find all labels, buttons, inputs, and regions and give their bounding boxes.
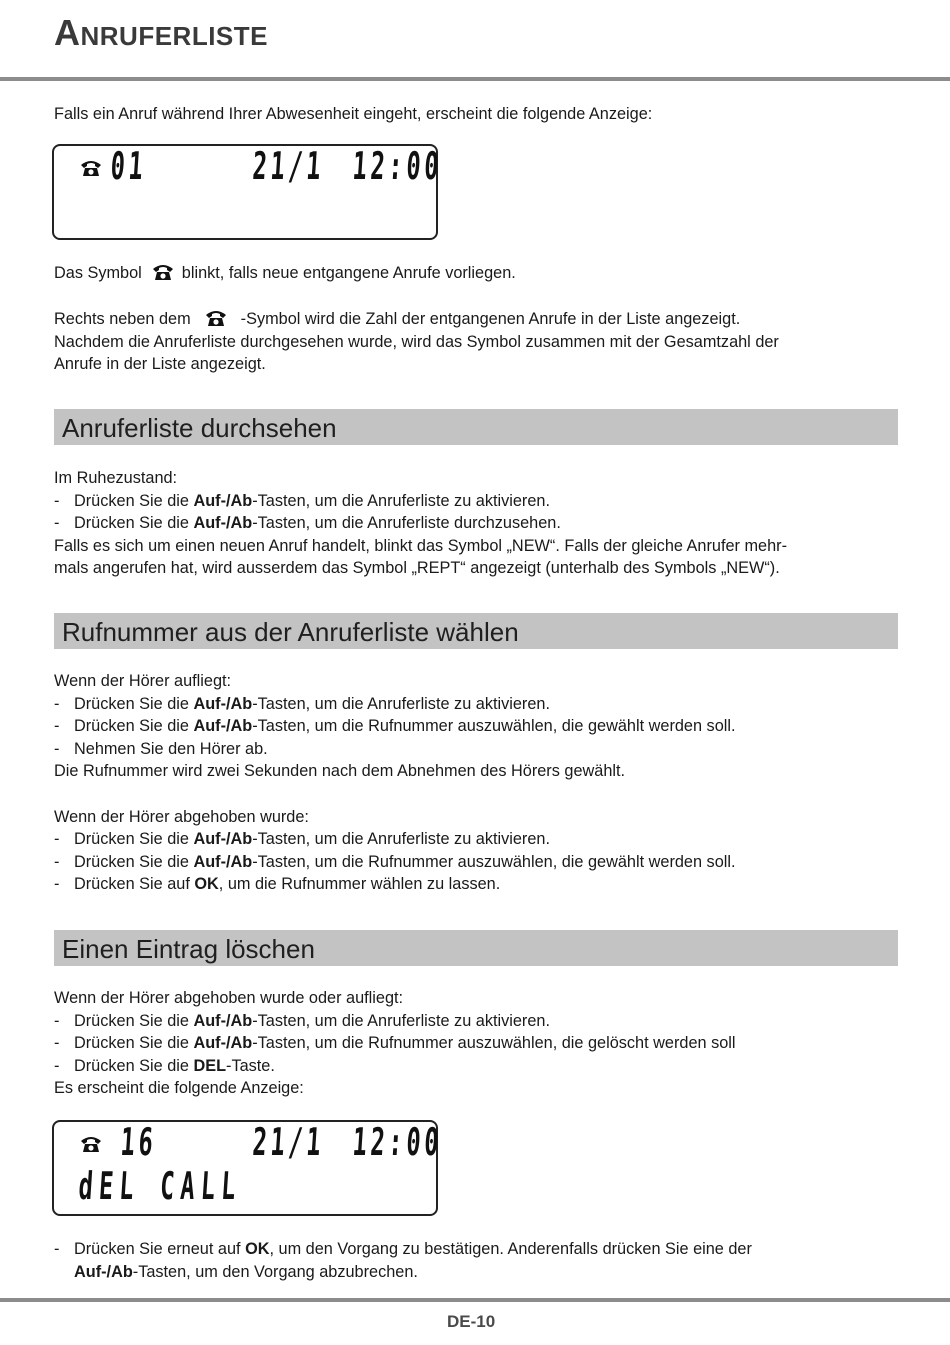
lcd-time: 12:00 [351,144,444,188]
lcd-time: 12:00 [351,1120,444,1164]
telephone-icon [152,262,174,282]
section-delete-body: Wenn der Hörer abgehoben wurde oder aufliegt: - Drücken Sie die Auf-/Ab-Tasten, um die Anruferliste zu aktivieren. - Drücken Sie die Auf-/Ab-Tasten, um die Rufnummer auszuwählen, die gelöscht werden soll - Drücken Sie die DEL-Taste. Es erscheint die folgende Anzeige: [54,989,736,1098]
list-item: - Drücken Sie die Auf-/Ab-Tasten, um die Rufnummer auszuwählen, die gewählt werden soll. [54,852,736,871]
telephone-icon [80,1134,102,1154]
bottom-rule [0,1298,950,1302]
page-number: DE-10 [447,1312,496,1331]
lcd-display-missed-calls [52,144,444,240]
lcd-call-count: 16 [119,1120,158,1164]
lcd-date: 21/1 [251,144,326,188]
section-browse-body: Im Ruhezustand: - Drücken Sie die Auf-/Ab-Tasten, um die Anruferliste zu aktivieren. - Drücken Sie die Auf-/Ab-Tasten, um die Anruferliste durchzusehen. Falls es sich um einen neuen Anruf handelt, blinkt das Symbol „NEW“. Falls der gleiche Anrufer mehr- mals angerufen hat, wird ausserdem das Symbol „REPT“ angezeigt (unterhalb des Symbols „NEW“). [54,469,787,578]
list-item: - Drücken Sie die DEL-Taste. [54,1056,275,1075]
list-item: - Drücken Sie die Auf-/Ab-Tasten, um die Rufnummer auszuwählen, die gewählt werden soll. [54,717,736,736]
symbol-blink-text: Das Symbol blinkt, falls neue entgangene Anrufe vorliegen. [54,264,516,282]
symbol-count-paragraph: Rechts neben dem -Symbol wird die Zahl der entgangenen Anrufe in der Liste angezeigt. Nachdem die Anruferliste durchgesehen wurde, wird das Symbol zusammen mit der Gesamtzahl der Anrufe in der Liste angezeigt. [54,310,779,374]
lcd-display-delete-call [52,1120,444,1216]
list-item: - Drücken Sie die Auf-/Ab-Tasten, um die Anruferliste durchzusehen. [54,514,561,533]
section-heading-browse: Anruferliste durchsehen [54,409,898,445]
lcd-call-count: 01 [109,144,148,188]
confirm-instruction: - Drücken Sie erneut auf OK, um den Vorgang zu bestätigen. Anderenfalls drücken Sie eine der Auf-/Ab-Tasten, um den Vorgang abzubrechen. [54,1240,752,1281]
list-item: - Drücken Sie die Auf-/Ab-Tasten, um die Anruferliste zu aktivieren. [54,830,550,849]
section-heading-dial: Rufnummer aus der Anruferliste wählen [54,613,898,649]
lcd-message: dEL CALL [77,1164,244,1208]
page-title: ANRUFERLISTE [54,12,268,53]
list-item: - Drücken Sie die Auf-/Ab-Tasten, um die Anruferliste zu aktivieren. [54,491,550,510]
list-item: - Nehmen Sie den Hörer ab. [54,739,268,758]
lcd-date: 21/1 [251,1120,326,1164]
list-item: - Drücken Sie die Auf-/Ab-Tasten, um die Anruferliste zu aktivieren. [54,1011,550,1030]
telephone-icon [205,308,227,328]
top-rule [0,77,950,81]
section-dial-body: Wenn der Hörer aufliegt: - Drücken Sie die Auf-/Ab-Tasten, um die Anruferliste zu aktivieren. - Drücken Sie die Auf-/Ab-Tasten, um die Rufnummer auszuwählen, die gewählt werden soll. - Nehmen Sie den Hörer ab. Die Rufnummer wird zwei Sekunden nach dem Abnehmen des Hörers gewählt. Wenn der Hörer abgehoben wurde: - Drücken Sie die Auf-/Ab-Tasten, um die Anruferliste zu aktivieren. - Drücken Sie die Auf-/Ab-Tasten, um die Rufnummer auszuwählen, die gewählt werden soll. - Drücken Sie auf OK, um die Rufnummer wählen zu lassen. [54,670,736,896]
list-item: - Drücken Sie auf OK, um die Rufnummer wählen zu lassen. [54,875,501,894]
section-heading-delete: Einen Eintrag löschen [54,930,898,966]
telephone-icon [80,158,102,178]
list-item: - Drücken Sie die Auf-/Ab-Tasten, um die Rufnummer auszuwählen, die gelöscht werden soll [54,1034,736,1053]
intro-text: Falls ein Anruf während Ihrer Abwesenheit eingeht, erscheint die folgende Anzeige: [54,105,653,123]
list-item: - Drücken Sie erneut auf OK, um den Vorgang zu bestätigen. Anderenfalls drücken Sie eine der [54,1240,752,1258]
list-item: - Drücken Sie die Auf-/Ab-Tasten, um die Anruferliste zu aktivieren. [54,694,550,713]
